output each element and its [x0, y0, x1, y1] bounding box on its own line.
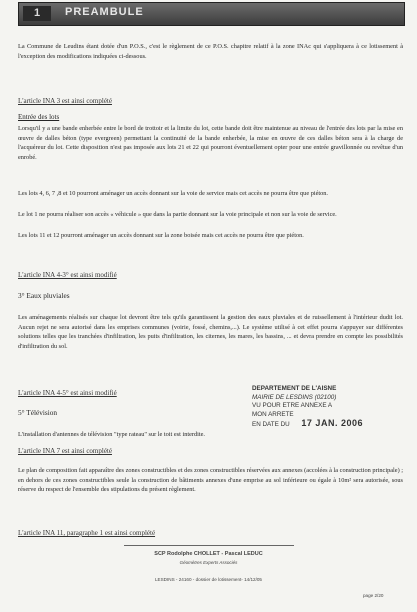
article-paragraph: Les aménagements réalisés sur chaque lot devront être tels qu'ils garantissent la gestion des eaux pluviales et de ruissellement à l'intérieur dudit lot. Aucun rejet ne sera autorisé dans les emprises communes (voirie, fossé, chemins,...). Le système utilisé à cet effet pourra s'appuyer sur différentes solutions telles que les tranchées d'infiltration, les puits d'infiltration, les citernes, les mares, les bassins, ... et devra prendre en compte les possibilités d'infiltration du sol.: [18, 314, 403, 350]
article-subheading-entree: Entrée des lots: [18, 113, 60, 121]
stamp-date: 17 JAN. 2006: [301, 418, 363, 428]
stamp-date-line: [252, 419, 402, 430]
article-subheading-television: 5° Télévision: [18, 408, 58, 417]
footer-reference: LESDINS - 24160 - dossier de lotissement- 14/12/05: [155, 577, 262, 582]
article-paragraph: Les lots 4, 6, 7 ,8 et 10 pourront aménager un accès donnant sur la voie de service mais cet accès ne pourra être que piéton.: [18, 190, 329, 197]
article-heading-ina4-5: L'article INA 4-5° est ainsi modifié: [18, 389, 117, 397]
article-paragraph: Les lots 11 et 12 pourront aménager un accès donnant sur la zone boisée mais cet accès ne pourra être que piéton.: [18, 232, 304, 239]
stamp-vu: VU POUR ETRE ANNEXE A: [252, 402, 333, 409]
section-title: PREAMBULE: [65, 6, 144, 18]
article-heading-ina3: L'article INA 3 est ainsi complété: [18, 97, 112, 105]
footer-firm: SCP Rodolphe CHOLLET - Pascal LEDUC: [154, 551, 263, 557]
section-number: 1: [23, 6, 51, 21]
article-heading-ina11: L'article INA 11, paragraphe 1 est ainsi complété: [18, 529, 156, 537]
stamp-department: DEPARTEMENT DE L'AISNE: [252, 385, 337, 392]
article-paragraph: Le plan de composition fait apparaître des zones constructibles et des zones constructibles réservées aux annexes (accolées à la construction principale) ; en dehors de ces zones constructibles seule la construction de bâtiments annexes d'une emprise au sol inférieure ou égale à 10m² sera autorisée, sous réserve du respect de l'ensemble des stipulations du présent règlement.: [18, 467, 403, 494]
footer-firm-sub: Géomètres Experts Associés: [179, 560, 238, 565]
official-stamp: [252, 385, 402, 430]
stamp-arrete: MON ARRETE: [252, 410, 294, 418]
article-heading-ina4-3: L'article INA 4-3° est ainsi modifié: [18, 271, 117, 279]
stamp-mairie: MAIRIE DE LESDINS (02100): [252, 393, 337, 401]
stamp-date-label: EN DATE DU: [252, 421, 290, 428]
article-subheading-eaux: 3° Eaux pluviales: [18, 291, 70, 300]
section-banner: [18, 2, 405, 26]
page-number: page 2/20: [363, 593, 384, 598]
article-paragraph: Lorsqu'il y a une bande enherbée entre le bord de trottoir et la limite du lot, cette bande doit être maintenue au niveau de l'entrée des lots par la mise en œuvre de dalles béton (type evergreen) permettant la continuité de la bande enherbée, la mise en œuvre de ces dalles béton sera à la charge de l'acquéreur du lot. Cette disposition n'est pas imposée aux lots 21 et 22 qui pourront éventuellement opter pour une entrée gravillonnée ou revêtue d'un enrobé.: [18, 125, 403, 161]
article-heading-ina7: L'article INA 7 est ainsi complété: [18, 447, 112, 455]
article-paragraph: Le lot 1 ne pourra réaliser son accès « véhicule » que dans la partie donnant sur la voie principale et non sur la voie de service.: [18, 211, 337, 218]
intro-paragraph: La Commune de Leudins étant dotée d'un P.O.S., c'est le règlement de ce P.O.S. chapitre relatif à la zone INAc qui s'appliquera à ce lotissement à l'exception des modifications indiquées ci-dessous.: [18, 43, 403, 60]
article-paragraph: L'installation d'antennes de télévision "type rateau" sur le toit est interdite.: [18, 431, 205, 438]
footer-divider: [124, 545, 294, 546]
